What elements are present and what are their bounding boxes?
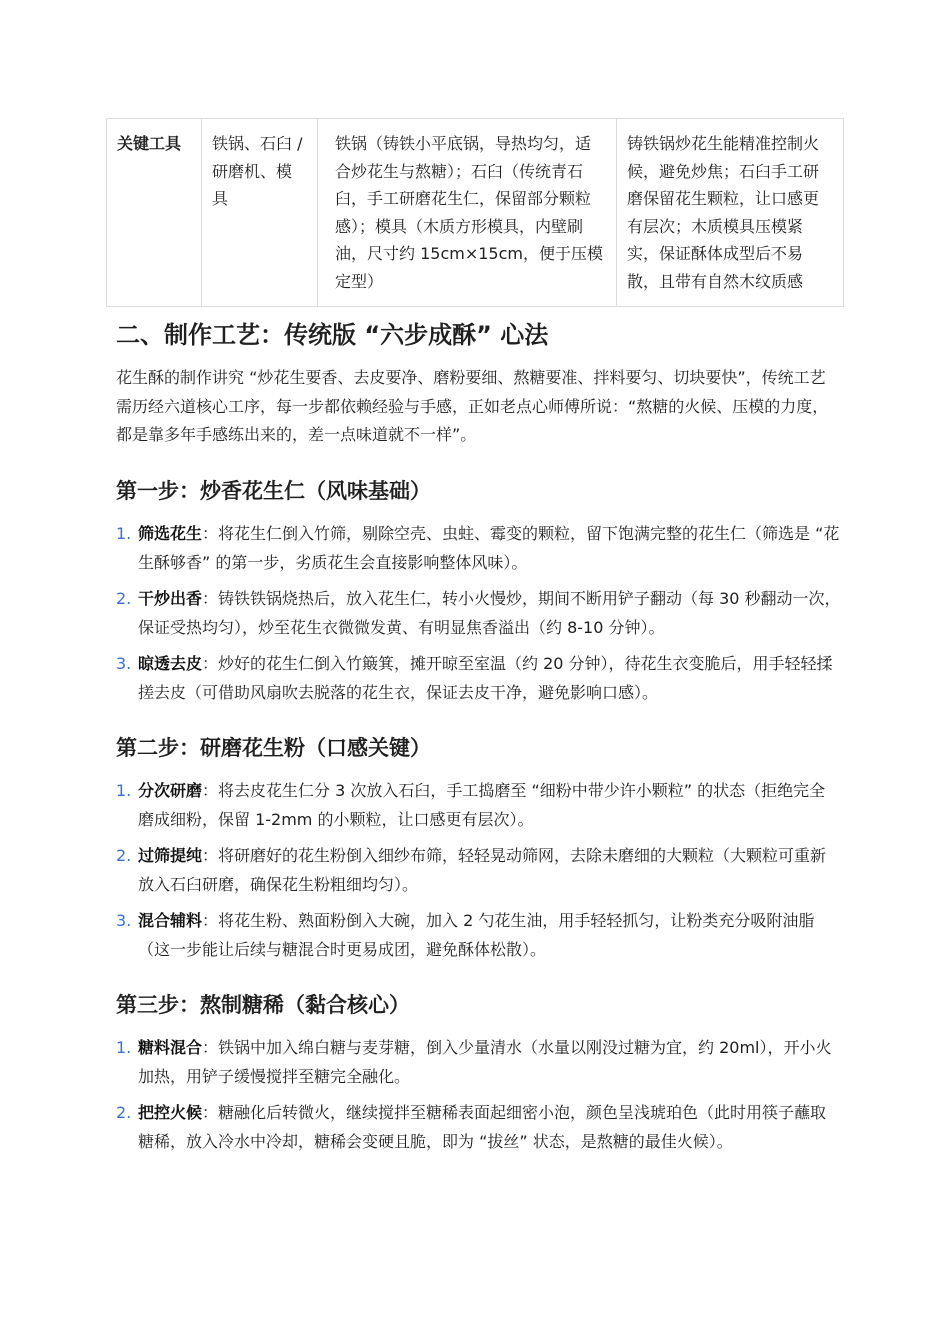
item-label: 分次研磨	[138, 781, 203, 800]
list-item	[116, 1034, 841, 1091]
table-cell-tools: 铁锅、石臼 / 研磨机、模具	[202, 119, 318, 307]
item-label: 混合辅料	[138, 911, 203, 930]
table-cell-reason: 铸铁锅炒花生能精准控制火候，避免炒焦；石臼手工研磨保留花生颗粒，让口感更有层次；木质模具压模紧实，保证酥体成型后不易散，且带有自然木纹质感	[617, 119, 844, 307]
list-item	[116, 1099, 841, 1156]
item-text: ：将研磨好的花生粉倒入细纱布筛，轻轻晃动筛网，去除未磨细的大颗粒（大颗粒可重新放入石臼研磨，确保花生粉粗细均匀）。	[138, 846, 827, 894]
item-label: 筛选花生	[138, 524, 203, 543]
step1-list	[116, 520, 841, 715]
item-label: 晾透去皮	[138, 654, 203, 673]
list-number: 1.	[116, 1038, 132, 1057]
item-label: 把控火候	[138, 1103, 203, 1122]
step1-heading: 第一步：炒香花生仁（风味基础）	[116, 479, 431, 503]
list-item	[116, 520, 841, 577]
item-label: 干炒出香	[138, 589, 203, 608]
table-cell-details: 铁锅（铸铁小平底锅，导热均匀，适合炒花生与熬糖）；石臼（传统青石臼，手工研磨花生仁，保留部分颗粒感）；模具（木质方形模具，内壁刷油，尺寸约 15cm×15cm，便于压模定型）	[318, 119, 617, 307]
item-text: ：糖融化后转微火，继续搅拌至糖稀表面起细密小泡，颜色呈浅琥珀色（此时用筷子蘸取糖稀，放入冷水中冷却，糖稀会变硬且脆，即为 “拔丝” 状态，是熬糖的最佳火候）。	[138, 1103, 827, 1151]
list-number: 3.	[116, 911, 132, 930]
list-item	[116, 907, 841, 964]
step3-list	[116, 1034, 841, 1164]
table-row	[107, 119, 844, 307]
list-number: 2.	[116, 846, 132, 865]
item-text: ：将花生仁倒入竹筛，剔除空壳、虫蛀、霉变的颗粒，留下饱满完整的花生仁（筛选是 “花生酥够香” 的第一步，劣质花生会直接影响整体风味）。	[138, 524, 840, 572]
item-text: ：将去皮花生仁分 3 次放入石臼，手工捣磨至 “细粉中带少许小颗粒” 的状态（拒绝完全磨成细粉，保留 1-2mm 的小颗粒，让口感更有层次）。	[138, 781, 826, 829]
list-item	[116, 842, 841, 899]
step2-heading: 第二步：研磨花生粉（口感关键）	[116, 736, 431, 760]
list-item	[116, 585, 841, 642]
list-item	[116, 777, 841, 834]
item-text: ：铁锅中加入绵白糖与麦芽糖，倒入少量清水（水量以刚没过糖为宜，约 20ml），开小火加热，用铲子缓慢搅拌至糖完全融化。	[138, 1038, 832, 1086]
item-text: ：炒好的花生仁倒入竹簸箕，摊开晾至室温（约 20 分钟），待花生衣变脆后，用手轻轻揉搓去皮（可借助风扇吹去脱落的花生衣，保证去皮干净，避免影响口感）。	[138, 654, 833, 702]
step3-heading: 第三步：熬制糖稀（黏合核心）	[116, 993, 410, 1017]
section-intro: 花生酥的制作讲究 “炒花生要香、去皮要净、磨粉要细、熬糖要准、拌料要匀、切块要快”，传统工艺需历经六道核心工序，每一步都依赖经验与手感，正如老点心师傅所说：“熬糖的火候、压模的力度，都是靠多年手感练出来的，差一点味道就不一样”。	[116, 368, 829, 444]
table-cell-category: 关键工具	[107, 119, 202, 307]
list-number: 2.	[116, 1103, 132, 1122]
tools-table	[106, 118, 844, 307]
list-number: 3.	[116, 654, 132, 673]
item-text: ：将花生粉、熟面粉倒入大碗，加入 2 勺花生油，用手轻轻抓匀，让粉类充分吸附油脂（这一步能让后续与糖混合时更易成团，避免酥体松散）。	[138, 911, 815, 959]
list-number: 1.	[116, 781, 132, 800]
list-number: 1.	[116, 524, 132, 543]
item-text: ：铸铁铁锅烧热后，放入花生仁，转小火慢炒，期间不断用铲子翻动（每 30 秒翻动一次，保证受热均匀），炒至花生衣微微发黄、有明显焦香溢出（约 8-10 分钟）。	[138, 589, 841, 637]
item-label: 过筛提纯	[138, 846, 203, 865]
section-title: 二、制作工艺：传统版 “六步成酥” 心法	[116, 321, 549, 349]
item-label: 糖料混合	[138, 1038, 203, 1057]
list-number: 2.	[116, 589, 132, 608]
step2-list	[116, 777, 841, 972]
list-item	[116, 650, 841, 707]
